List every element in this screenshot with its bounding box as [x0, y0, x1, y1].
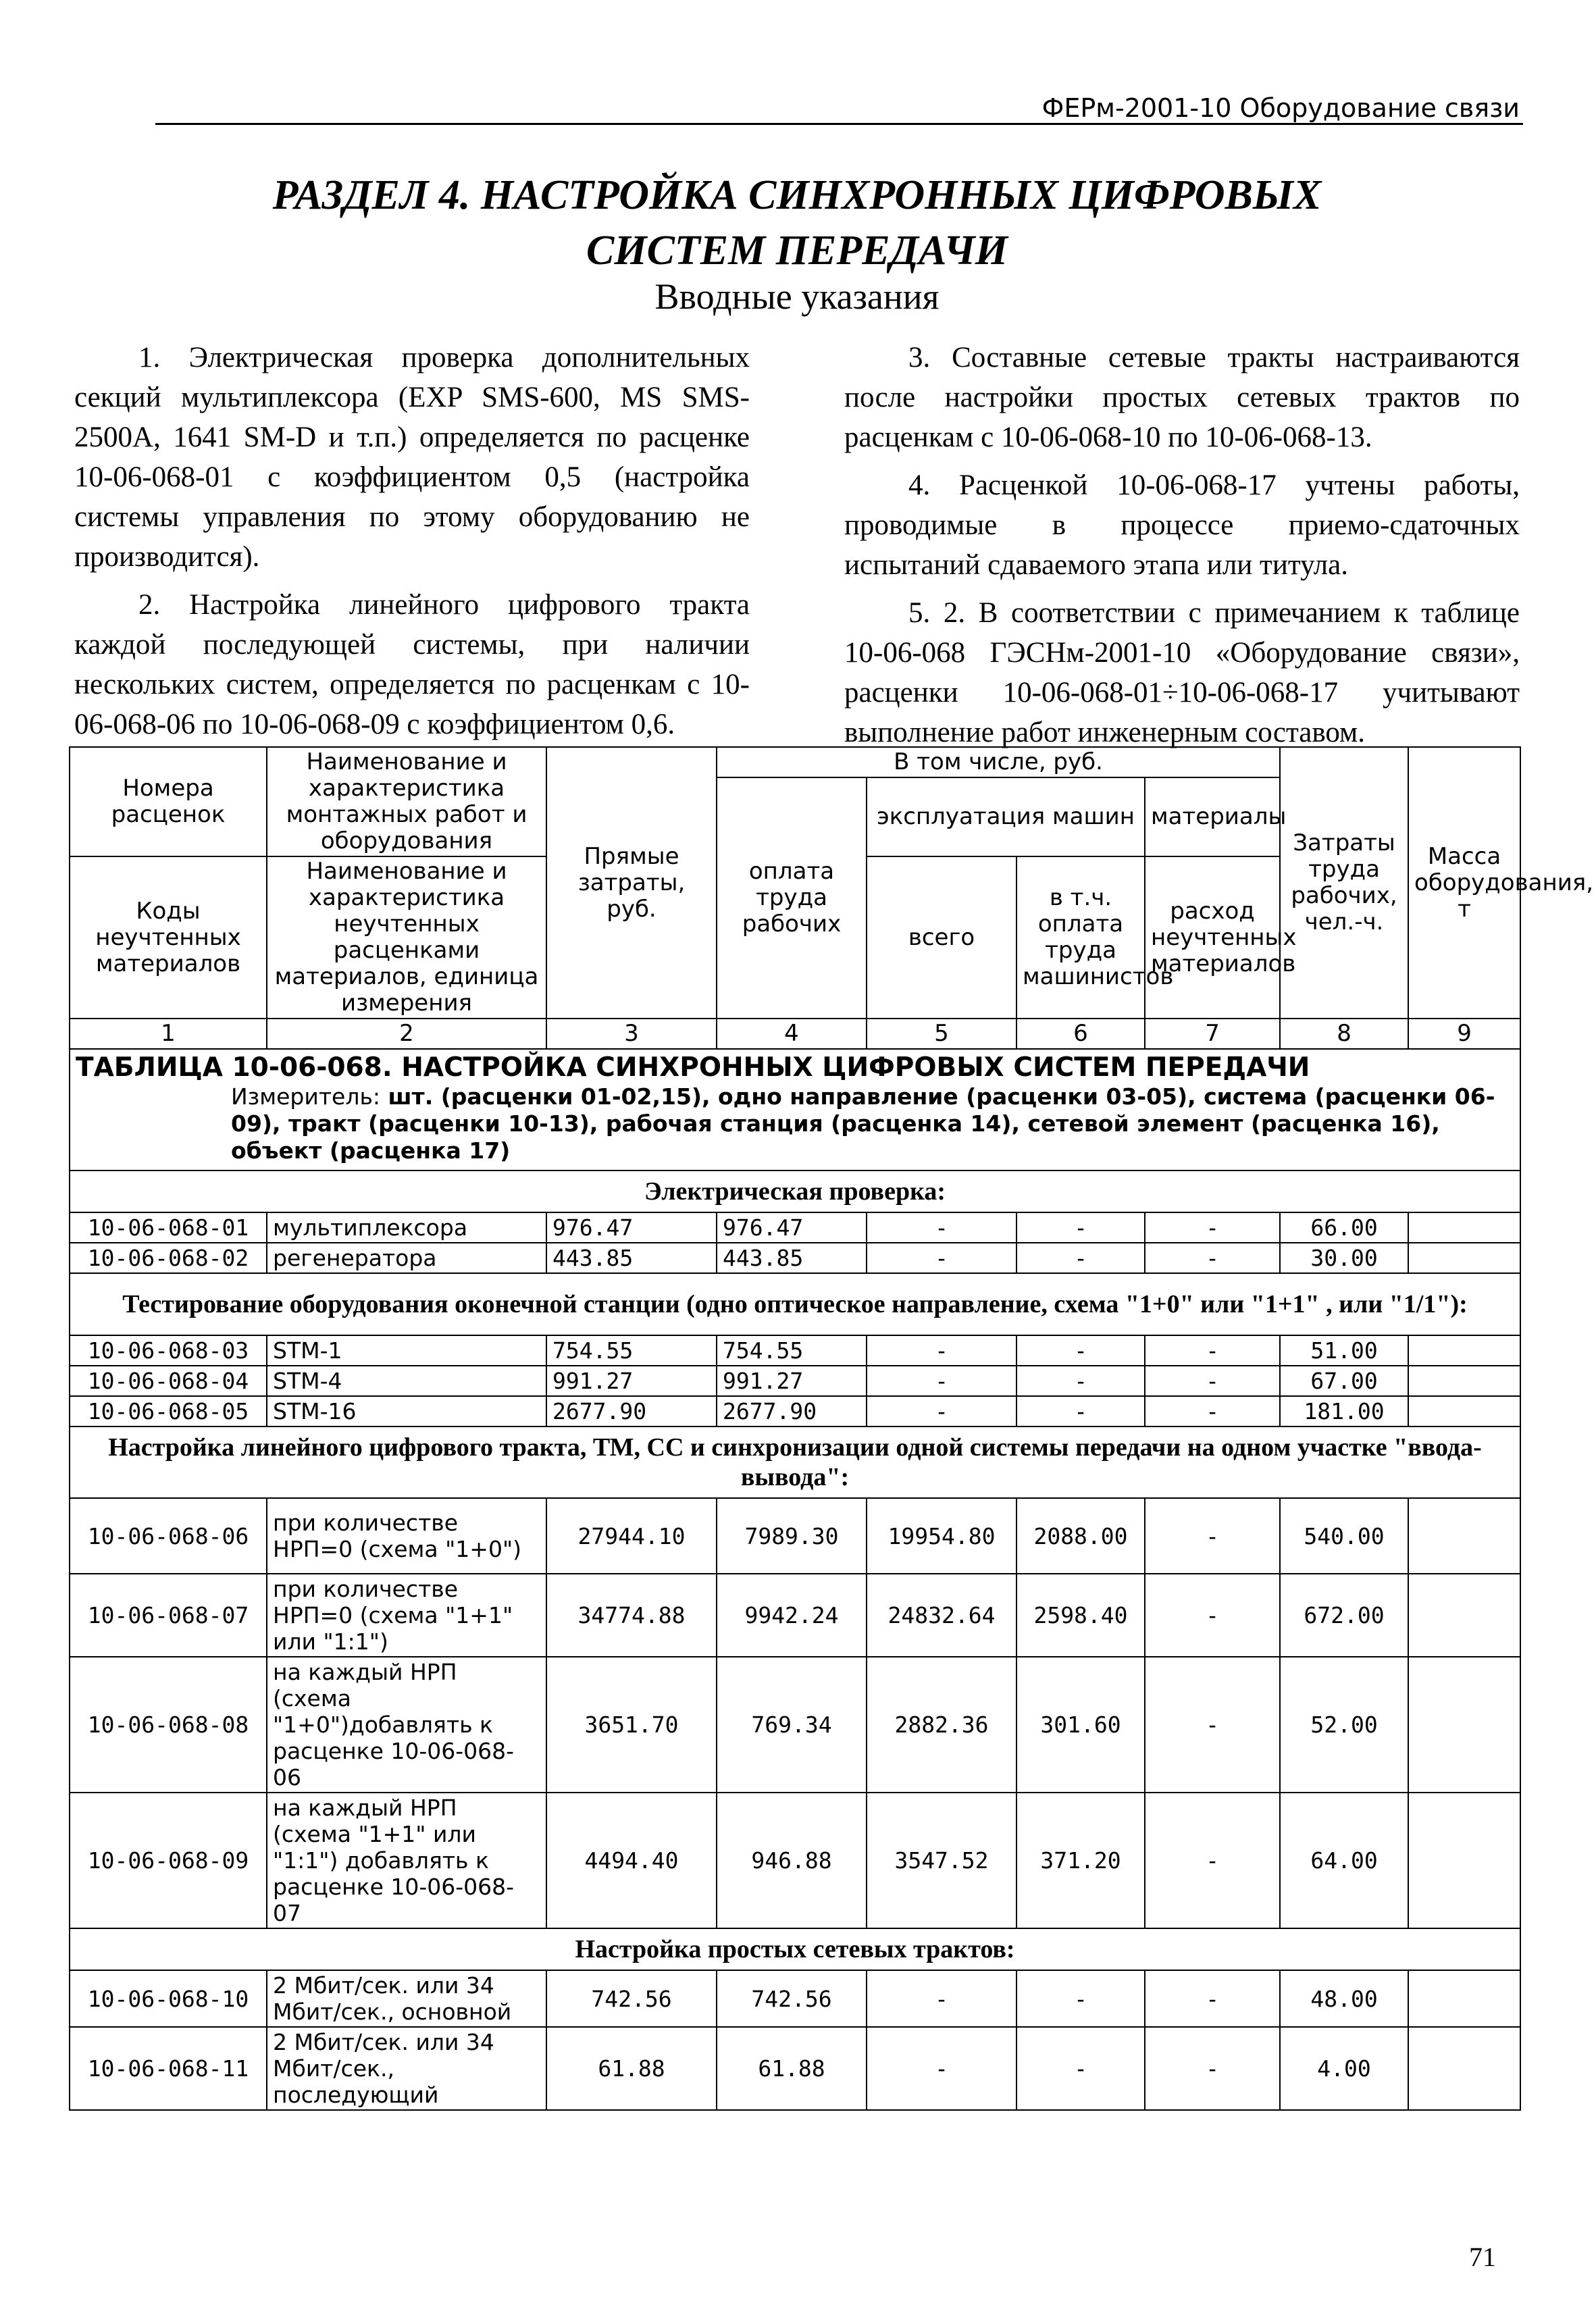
table-row [70, 1243, 1520, 1273]
table-row [70, 1335, 1520, 1366]
col-number: 9 [1408, 1019, 1520, 1049]
labor-costs: 30.00 [1280, 1243, 1408, 1273]
section-title-line2: СИСТЕМ ПЕРЕДАЧИ [586, 228, 1008, 274]
wage: 61.88 [717, 2027, 867, 2110]
labor-costs: 540.00 [1280, 1498, 1408, 1574]
labor-costs: 51.00 [1280, 1335, 1408, 1366]
work-name: STM-16 [267, 1396, 546, 1426]
direct-costs: 61.88 [546, 2027, 717, 2110]
col-number: 4 [717, 1019, 867, 1049]
section-heading: Тестирование оборудования оконечной станции (одно оптическое направление, схема "1+0" или "1+1" , или "1/1"): [70, 1273, 1520, 1335]
table-row [70, 1574, 1520, 1657]
work-name: 2 Мбит/сек. или 34 Мбит/сек., последующий [267, 2027, 546, 2110]
meter-label: Измеритель: [231, 1083, 381, 1110]
header-materials: материалы [1145, 777, 1280, 856]
intro-paragraph-4: 4. Расценкой 10-06-068-17 учтены работы, проводимые в процессе приемо-сдаточных испытаний сдаваемого этапа или титула. [844, 469, 1520, 581]
direct-costs: 991.27 [546, 1366, 717, 1396]
meter-text: шт. (расценки 01-02,15), одно направление (расценки 03-05), система (расценки 06-09), тракт (расценки 10-13), рабочая станция (расценка 14), сетевой элемент (расценка 16), объект (расценка 17) [231, 1083, 1495, 1164]
section-title [270, 168, 1324, 278]
materials: - [1145, 1793, 1280, 1928]
table-meter [76, 1083, 1514, 1164]
wage: 9942.24 [717, 1574, 867, 1657]
page-number: 71 [1469, 2242, 1496, 2272]
intro-paragraph-2: 2. Настройка линейного цифрового тракта каждой последующей системы, при наличии нескольких систем, определяется по расценкам с 10-06-068-06 по 10-06-068-09 с коэффициентом 0,6. [74, 589, 750, 740]
rate-code: 10-06-068-08 [70, 1657, 267, 1793]
wage: 976.47 [717, 1212, 867, 1243]
rate-code: 10-06-068-04 [70, 1366, 267, 1396]
table-row [70, 1212, 1520, 1243]
header-including: В том числе, руб. [717, 747, 1280, 777]
intro-subtitle: Вводные указания [654, 276, 939, 317]
equipment-mass [1408, 1793, 1520, 1928]
equipment-mass [1408, 1366, 1520, 1396]
header-materials-use: расход неучтенных материалов [1145, 856, 1280, 1019]
wage: 754.55 [717, 1335, 867, 1366]
equipment-mass [1408, 1212, 1520, 1243]
machinist-wage: 371.20 [1016, 1793, 1145, 1928]
rate-code: 10-06-068-05 [70, 1396, 267, 1426]
header-codes-materials: Коды неучтенных материалов [70, 856, 267, 1019]
rate-code: 10-06-068-09 [70, 1793, 267, 1928]
direct-costs: 742.56 [546, 1970, 717, 2027]
header-name: Наименование и характеристика монтажных работ и оборудования [267, 747, 546, 856]
wage: 991.27 [717, 1366, 867, 1396]
intro-paragraph-3: 3. Составные сетевые тракты настраиваются после настройки простых сетевых трактов по расценкам с 10-06-068-10 по 10-06-068-13. [844, 342, 1520, 453]
machine-operation: - [867, 1396, 1016, 1426]
materials: - [1145, 1574, 1280, 1657]
labor-costs: 672.00 [1280, 1574, 1408, 1657]
wage: 946.88 [717, 1793, 867, 1928]
labor-costs: 4.00 [1280, 2027, 1408, 2110]
running-header: ФЕРм-2001-10 Оборудование связи [1041, 93, 1520, 123]
machinist-wage: - [1016, 1212, 1145, 1243]
work-name: STM-1 [267, 1335, 546, 1366]
work-name: при количестве НРП=0 (схема "1+0") [267, 1498, 546, 1574]
direct-costs: 754.55 [546, 1335, 717, 1366]
header-name-materials: Наименование и характеристика неучтенных расценками материалов, единица измерения [267, 856, 546, 1019]
machinist-wage: - [1016, 1970, 1145, 2027]
table-row [70, 1793, 1520, 1928]
direct-costs: 4494.40 [546, 1793, 717, 1928]
equipment-mass [1408, 1657, 1520, 1793]
direct-costs: 27944.10 [546, 1498, 717, 1574]
rates-table [69, 746, 1594, 2111]
intro-paragraph-5: 5. 2. В соответствии с примечанием к таблице 10-06-068 ГЭСНм-2001-10 «Оборудование связи», расценки 10-06-068-01÷10-06-068-17 учитывают выполнение работ инженерным составом. [844, 597, 1520, 748]
table-row [70, 1366, 1520, 1396]
labor-costs: 67.00 [1280, 1366, 1408, 1396]
materials: - [1145, 1498, 1280, 1574]
rate-code: 10-06-068-11 [70, 2027, 267, 2110]
machine-operation: 19954.80 [867, 1498, 1016, 1574]
wage: 443.85 [717, 1243, 867, 1273]
equipment-mass [1408, 2027, 1520, 2110]
materials: - [1145, 2027, 1280, 2110]
table-row [70, 1498, 1520, 1574]
work-name: на каждый НРП (схема "1+1" или "1:1") добавлять к расценке 10-06-068-07 [267, 1793, 546, 1928]
work-name: мультиплексора [267, 1212, 546, 1243]
machine-operation: - [867, 1212, 1016, 1243]
header-machines: эксплуатация машин [867, 777, 1145, 856]
section-heading: Электрическая проверка: [70, 1171, 1520, 1212]
wage: 2677.90 [717, 1396, 867, 1426]
materials: - [1145, 1366, 1280, 1396]
header-wage: оплата труда рабочих [717, 777, 867, 1019]
col-number: 6 [1016, 1019, 1145, 1049]
table-title: ТАБЛИЦА 10-06-068. НАСТРОЙКА СИНХРОННЫХ ЦИФРОВЫХ СИСТЕМ ПЕРЕДАЧИ [76, 1052, 1310, 1083]
rate-code: 10-06-068-07 [70, 1574, 267, 1657]
equipment-mass [1408, 1970, 1520, 2027]
direct-costs: 976.47 [546, 1212, 717, 1243]
wage: 7989.30 [717, 1498, 867, 1574]
header-machines-total: всего [867, 856, 1016, 1019]
table-body [70, 1171, 1520, 2110]
section-title-line1: РАЗДЕЛ 4. НАСТРОЙКА СИНХРОННЫХ ЦИФРОВЫХ [272, 172, 1322, 218]
materials: - [1145, 1970, 1280, 2027]
labor-costs: 181.00 [1280, 1396, 1408, 1426]
machinist-wage: - [1016, 2027, 1145, 2110]
work-name: на каждый НРП (схема "1+0")добавлять к расценке 10-06-068-06 [267, 1657, 546, 1793]
col-number: 5 [867, 1019, 1016, 1049]
rate-code: 10-06-068-01 [70, 1212, 267, 1243]
header-mass: Масса оборудования, т [1408, 747, 1520, 1019]
rate-code: 10-06-068-03 [70, 1335, 267, 1366]
wage: 769.34 [717, 1657, 867, 1793]
labor-costs: 48.00 [1280, 1970, 1408, 2027]
rate-code: 10-06-068-02 [70, 1243, 267, 1273]
materials: - [1145, 1396, 1280, 1426]
col-number: 8 [1280, 1019, 1408, 1049]
col-number: 1 [70, 1019, 267, 1049]
col-number: 2 [267, 1019, 546, 1049]
table-row [70, 2027, 1520, 2110]
machinist-wage: 2598.40 [1016, 1574, 1145, 1657]
labor-costs: 64.00 [1280, 1793, 1408, 1928]
materials: - [1145, 1657, 1280, 1793]
machine-operation: 24832.64 [867, 1574, 1016, 1657]
machine-operation: - [867, 1335, 1016, 1366]
wage: 742.56 [717, 1970, 867, 2027]
machinist-wage: - [1016, 1366, 1145, 1396]
machine-operation: - [867, 1970, 1016, 2027]
header-codes: Номера расценок [70, 747, 267, 856]
equipment-mass [1408, 1243, 1520, 1273]
section-heading: Настройка линейного цифрового тракта, ТМ, СС и синхронизации одной системы передачи на одном участке "ввода-вывода": [70, 1426, 1520, 1498]
machine-operation: 2882.36 [867, 1657, 1016, 1793]
machinist-wage: 2088.00 [1016, 1498, 1145, 1574]
machinist-wage: - [1016, 1335, 1145, 1366]
equipment-mass [1408, 1574, 1520, 1657]
equipment-mass [1408, 1498, 1520, 1574]
header-machinist-wage: в т.ч. оплата труда машинистов [1016, 856, 1145, 1019]
work-name: при количестве НРП=0 (схема "1+1" или "1:1") [267, 1574, 546, 1657]
materials: - [1145, 1212, 1280, 1243]
machine-operation: - [867, 2027, 1016, 2110]
equipment-mass [1408, 1335, 1520, 1366]
table-row [70, 1396, 1520, 1426]
header-labor: Затраты труда рабочих, чел.-ч. [1280, 747, 1408, 1019]
equipment-mass [1408, 1396, 1520, 1426]
rate-code: 10-06-068-06 [70, 1498, 267, 1574]
table-title-block [70, 1049, 1520, 1171]
header-rule [155, 123, 1523, 125]
intro-left-column [74, 338, 750, 752]
materials: - [1145, 1335, 1280, 1366]
col-number: 3 [546, 1019, 717, 1049]
machine-operation: - [867, 1243, 1016, 1273]
work-name: 2 Мбит/сек. или 34 Мбит/сек., основной [267, 1970, 546, 2027]
direct-costs: 34774.88 [546, 1574, 717, 1657]
intro-paragraph-1: 1. Электрическая проверка дополнительных секций мультиплексора (EXP SMS-600, MS SMS-2500A, 1641 SM-D и т.п.) определяется по расценке 10-06-068-01 с коэффициентом 0,5 (настройка системы управления по этому оборудованию не производится). [74, 342, 750, 573]
table-row [70, 1970, 1520, 2027]
machinist-wage: - [1016, 1243, 1145, 1273]
direct-costs: 443.85 [546, 1243, 717, 1273]
labor-costs: 66.00 [1280, 1212, 1408, 1243]
work-name: регенератора [267, 1243, 546, 1273]
section-heading: Настройка простых сетевых трактов: [70, 1928, 1520, 1970]
col-number: 7 [1145, 1019, 1280, 1049]
rate-code: 10-06-068-10 [70, 1970, 267, 2027]
machine-operation: 3547.52 [867, 1793, 1016, 1928]
table-row [70, 1657, 1520, 1793]
machinist-wage: - [1016, 1396, 1145, 1426]
labor-costs: 52.00 [1280, 1657, 1408, 1793]
machinist-wage: 301.60 [1016, 1657, 1145, 1793]
work-name: STM-4 [267, 1366, 546, 1396]
direct-costs: 2677.90 [546, 1396, 717, 1426]
materials: - [1145, 1243, 1280, 1273]
header-direct-costs: Прямые затраты, руб. [546, 747, 717, 1019]
direct-costs: 3651.70 [546, 1657, 717, 1793]
machine-operation: - [867, 1366, 1016, 1396]
intro-right-column [844, 338, 1520, 761]
